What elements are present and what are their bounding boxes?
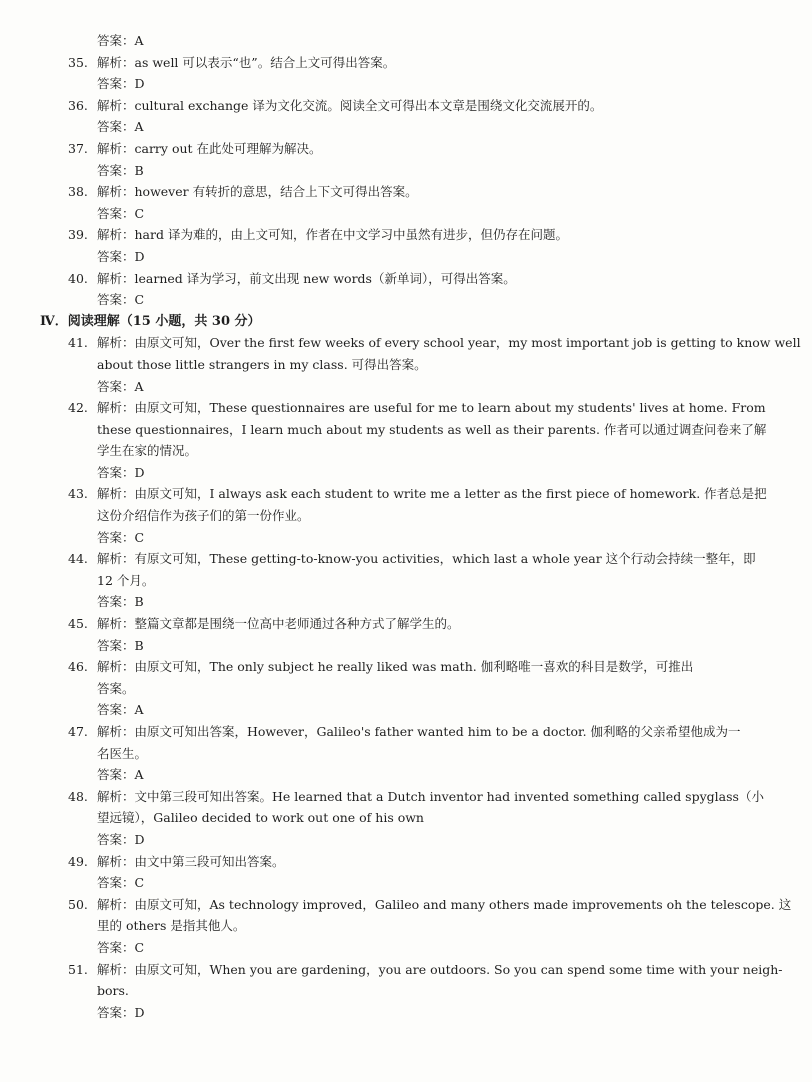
- question-number: 39.: [68, 227, 88, 243]
- explanation-text: 解析：由原文可知，As technology improved，Galileo and many others made improvements oh the telescope. 这: [97, 896, 792, 912]
- question-number: 35.: [68, 54, 88, 70]
- answer-line: 答案：C: [97, 292, 145, 308]
- explanation-text: 解析：cultural exchange 译为文化交流。阅读全文可得出本文章是围绕文化交流展开的。: [97, 97, 603, 113]
- answer-line: 答案：A: [97, 33, 144, 48]
- question-item: [0, 332, 812, 397]
- explanation-continuation: 这份介绍信作为孩子们的第一份作业。: [97, 508, 310, 524]
- explanation-text: 解析：由原文可知，When you are gardening，you are outdoors. So you can spend some time with your neigh-: [97, 961, 783, 977]
- question-item: [0, 786, 812, 851]
- question-number: 47.: [68, 724, 88, 739]
- explanation-line: [0, 397, 812, 419]
- question-number: 40.: [68, 270, 88, 286]
- explanation-text: 解析：carry out 在此处可理解为解决。: [97, 140, 322, 156]
- answer-line: 答案：A: [97, 767, 144, 783]
- question-number: 38.: [68, 184, 88, 200]
- question-number: 48.: [68, 788, 88, 804]
- explanation-line: [0, 138, 812, 160]
- question-number: 36.: [68, 97, 88, 113]
- section-title: Ⅳ．阅读理解（15 小题，共 30 分）: [40, 313, 261, 329]
- answer-line: 答案：A: [97, 378, 144, 394]
- answer-line: 答案：B: [97, 594, 144, 610]
- explanation-line: [0, 851, 812, 873]
- question-number: 45.: [68, 616, 88, 632]
- question-item: [0, 613, 812, 656]
- explanation-line: [0, 52, 812, 74]
- question-item: [0, 52, 812, 95]
- question-number: 51.: [68, 961, 88, 977]
- explanation-text: 解析：learned 译为学习，前文出现 new words（新单词），可得出答案。: [97, 270, 516, 286]
- question-item: [0, 483, 812, 548]
- explanation-continuation: 答案。: [97, 680, 135, 696]
- answer-line: 答案：A: [97, 119, 144, 135]
- explanation-line: [0, 224, 812, 246]
- question-item: [0, 959, 812, 1024]
- explanation-continuation: 里的 others 是指其他人。: [97, 918, 246, 934]
- question-number: 49.: [68, 853, 88, 869]
- answer-line: 答案：B: [97, 162, 144, 178]
- explanation-line: [0, 483, 812, 505]
- explanation-text: 解析：由原文可知，The only subject he really liked was math. 伽利略唯一喜欢的科目是数学，可推出: [97, 659, 694, 675]
- question-number: 41.: [68, 335, 88, 351]
- explanation-line: [0, 613, 812, 635]
- explanation-line: [0, 181, 812, 203]
- explanation-line: [0, 332, 812, 354]
- question-number: 46.: [68, 659, 88, 675]
- explanation-text: 解析：由文中第三段可知出答案。: [97, 853, 285, 869]
- explanation-text: 解析：由原文可知，I always ask each student to write me a letter as the first piece of homework. 作者总是把: [97, 486, 767, 502]
- explanation-continuation: 12 个月。: [97, 572, 155, 588]
- question-item: [0, 268, 812, 311]
- question-item: [0, 721, 812, 786]
- explanation-continuation: these questionnaires，I learn much about my students as well as their parents. 作者可以通过调查问卷来了解: [97, 421, 767, 437]
- explanation-text: 解析：整篇文章都是围绕一位高中老师通过各种方式了解学生的。: [97, 616, 460, 632]
- question-number: 44.: [68, 551, 88, 567]
- answer-line: 答案：D: [97, 76, 145, 92]
- explanation-text: 解析：hard 译为难的，由上文可知，作者在中文学习中虽然有进步，但仍存在问题。: [97, 227, 568, 243]
- question-item: [0, 181, 812, 224]
- answer-line: 答案：A: [97, 702, 144, 718]
- explanation-line: [0, 959, 812, 981]
- answer-line: 答案：D: [97, 831, 145, 847]
- explanation-line: [0, 548, 812, 570]
- explanation-line: [0, 268, 812, 290]
- explanation-line: [0, 721, 812, 743]
- explanation-text: 解析：由原文可知，These questionnaires are useful for me to learn about my students' lives at home. From: [97, 400, 766, 416]
- question-item: [0, 851, 812, 894]
- answer-group-cloze: [0, 52, 812, 311]
- question-number: 37.: [68, 140, 88, 156]
- question-number: 42.: [68, 400, 88, 416]
- explanation-line: [0, 95, 812, 117]
- question-number: 50.: [68, 896, 88, 912]
- question-item: [0, 656, 812, 721]
- explanation-continuation: 名医生。: [97, 745, 148, 761]
- answer-group-reading: [0, 332, 812, 1023]
- explanation-line: [0, 786, 812, 808]
- explanation-text: 解析：however 有转折的意思，结合上下文可得出答案。: [97, 184, 418, 200]
- answer-line: 答案：D: [97, 248, 145, 264]
- explanation-continuation: 学生在家的情况。: [97, 443, 198, 459]
- explanation-text: 解析：as well 可以表示“也”。结合上文可得出答案。: [97, 54, 396, 70]
- explanation-continuation: about those little strangers in my class. 可得出答案。: [97, 356, 427, 372]
- question-number: 43.: [68, 486, 88, 502]
- explanation-line: [0, 656, 812, 678]
- answer-line: 答案：C: [97, 875, 145, 891]
- explanation-text: 解析：有原文可知，These getting-to-know-you activities，which last a whole year 这个行动会持续一整年，即: [97, 551, 756, 567]
- answer-line: 答案：B: [97, 637, 144, 653]
- answer-line: 答案：C: [97, 205, 145, 221]
- explanation-text: 解析：由原文可知出答案，However，Galileo's father wanted him to be a doctor. 伽利略的父亲希望他成为一: [97, 724, 741, 739]
- answer-line: 答案：C: [97, 529, 145, 545]
- question-item: [0, 894, 812, 959]
- explanation-continuation: 望远镜），Galileo decided to work out one of his own: [97, 810, 424, 826]
- answer-line: 答案：D: [97, 1004, 145, 1020]
- question-item: [0, 548, 812, 613]
- explanation-text: 解析：文中第三段可知出答案。He learned that a Dutch inventor had invented something called spyglass（小: [97, 788, 764, 804]
- question-item: [0, 95, 812, 138]
- question-item: [0, 138, 812, 181]
- answer-line: 答案：D: [97, 464, 145, 480]
- explanation-continuation: bors.: [97, 983, 129, 999]
- question-item: [0, 224, 812, 267]
- answer-line: 答案：C: [97, 939, 145, 955]
- explanation-text: 解析：由原文可知，Over the first few weeks of every school year，my most important job is getting to know well: [97, 335, 801, 351]
- explanation-line: [0, 894, 812, 916]
- question-item: [0, 397, 812, 483]
